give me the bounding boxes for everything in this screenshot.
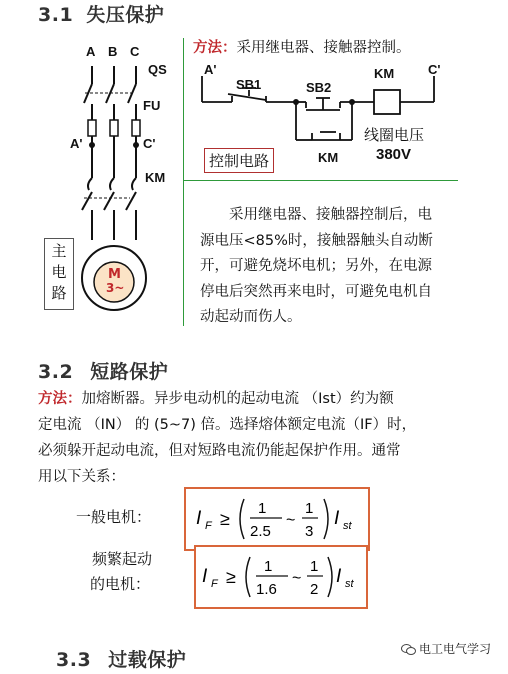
motor-letter: M (108, 267, 121, 282)
denominator-1: 2.5 (250, 523, 271, 540)
sb1-label: SB1 (236, 77, 262, 92)
green-horizontal-divider (183, 180, 458, 181)
watermark-text: 电工电气学习 (419, 642, 492, 656)
numerator-2: 1 (305, 500, 314, 517)
c-prime-label: C' (143, 136, 156, 151)
km-main-label: KM (145, 170, 166, 185)
fu-label: FU (143, 98, 161, 113)
rhs-subscript: st (345, 578, 354, 590)
control-method-line (193, 36, 411, 61)
section-title: 失压保护 (86, 4, 165, 26)
a-prime-label: A' (70, 136, 83, 151)
line-1-text: 加熔断器。异步电动机的起动电流 （Ist）约为额 (81, 391, 394, 407)
short-circuit-line-1 (38, 386, 478, 412)
short-circuit-paragraph (38, 386, 478, 490)
phase-label-c: C (130, 44, 140, 59)
denominator-2: 3 (305, 523, 314, 540)
frequent-motor-label-2: 的电机： (90, 575, 151, 593)
km-holding-label: KM (318, 150, 339, 165)
section-3-1-heading (38, 0, 164, 27)
section-3-3-heading (56, 645, 186, 672)
section-title: 过载保护 (108, 649, 187, 671)
coil-voltage-value: 380V (376, 146, 412, 163)
section-3-2-heading (38, 357, 168, 384)
rhs-symbol: I (334, 508, 340, 529)
lhs-symbol: I (196, 508, 202, 529)
main-circuit-label: 主电路 (49, 242, 68, 306)
control-description: 采用继电器、接触器控制后，电源电压<85%时，接触器触头自动断开，可避免烧坏电机；另外，在电源停电后突然再来电时，可避免电机自动起动而伤人。 (200, 207, 433, 325)
formula-frequent-box (194, 545, 368, 609)
short-circuit-line-4: 用以下关系： (38, 469, 125, 485)
short-circuit-line-2: 定电流 （IN） 的 (5~7) 倍。选择熔体额定电流（IF）时， (38, 417, 417, 433)
method-label: 方法： (193, 40, 237, 56)
ge-symbol: ≥ (226, 567, 236, 587)
method-text: 采用继电器、接触器控制。 (236, 40, 411, 56)
tilde: ~ (286, 512, 296, 529)
lhs-subscript: F (205, 520, 212, 532)
ge-symbol: ≥ (220, 509, 230, 529)
lhs-subscript: F (211, 578, 218, 590)
rhs-symbol: I (336, 566, 342, 587)
formula-general (186, 489, 368, 549)
formula-general-box (184, 487, 370, 551)
coil-voltage-label: 线圈电压 (364, 126, 425, 144)
general-motor-label: 一般电机： (76, 508, 152, 526)
short-circuit-line-3: 必须躲开起动电流，但对短路电流仍能起保护作用。通常 (38, 443, 401, 459)
frequent-motor-label-1: 频繁起动 (92, 550, 153, 568)
wechat-icon (401, 643, 415, 654)
formula-frequent (196, 547, 366, 607)
main-circuit-label-box (44, 238, 74, 310)
green-vertical-divider (183, 38, 184, 326)
rhs-subscript: st (343, 520, 352, 532)
phase-label-a: A (86, 44, 96, 59)
lhs-symbol: I (202, 566, 208, 587)
method-label: 方法： (38, 391, 82, 407)
section-title: 短路保护 (90, 361, 169, 383)
phase-label-b: B (108, 44, 118, 59)
qs-label: QS (148, 62, 167, 77)
numerator-1: 1 (258, 500, 267, 517)
section-number: 3.2 (38, 361, 74, 383)
numerator-1: 1 (264, 558, 273, 575)
km-coil-label: KM (374, 66, 395, 81)
numerator-2: 1 (310, 558, 319, 575)
control-circuit-label: 控制电路 (204, 148, 274, 173)
control-c-prime: C' (428, 62, 441, 77)
sb2-label: SB2 (306, 80, 332, 95)
section-number: 3.3 (56, 649, 92, 671)
denominator-2: 2 (310, 581, 319, 598)
tilde: ~ (292, 570, 302, 587)
motor-phase: 3~ (106, 281, 125, 295)
section-number: 3.1 (38, 4, 74, 26)
watermark (398, 639, 494, 658)
denominator-1: 1.6 (256, 581, 277, 598)
control-a-prime: A' (204, 62, 217, 77)
